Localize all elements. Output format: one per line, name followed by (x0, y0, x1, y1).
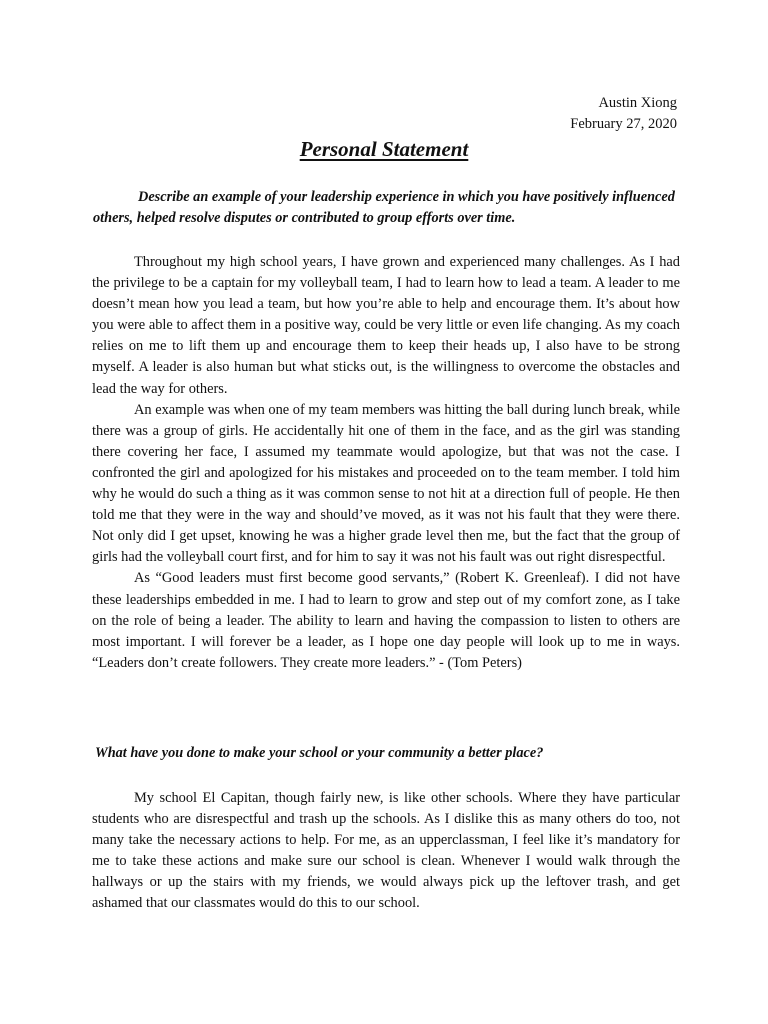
author-name: Austin Xiong (598, 95, 677, 111)
document-date: February 27, 2020 (570, 116, 677, 132)
essay-paragraph: My school El Capitan, though fairly new, is like other schools. Where they have particular students who are disrespectful and trash up the schools. As I dislike this as many others do too, not many take the necessary actions to help. For me, as an upperclassman, I feel like it’s mandatory for me to take these actions and make sure our school is clean. Whenever I would walk through the hallways or up the stairs with my friends, we would always pick up the leftover trash, and get ashamed that our classmates would do this to our school. (92, 790, 680, 912)
essay-paragraph: An example was when one of my team members was hitting the ball during lunch break, while there was a group of girls. He accidentally hit one of them in the face, and as the girl was standing there covering her face, I assumed my teammate would apologize, but that was not the case. I confronted the girl and apologized for his mistakes and proceeded on to the team member. I told him why he would do such a thing as it was common sense to not hit at a direction full of people. He then told me that they were in the way and should’ve moved, as it was not his fault that they were there. Not only did I get upset, knowing he was a higher grade level then me, but the fact that the group of girls had the volleyball court first, and for him to say it was not his fault was out right disrespectful. (92, 401, 680, 566)
document-header (570, 93, 677, 135)
essay-paragraph: Throughout my high school years, I have grown and experienced many challenges. As I had the privilege to be a captain for my volleyball team, I had to learn how to lead a team. A leader to me doesn’t mean how you lead a team, but how you’re able to help and encourage them. It’s about how you were able to affect them in a positive way, could be very little or even life changing. As my coach relies on me to lift them up and encourage them to keep their heads up, I also have to be strong myself. A leader is also human but what sticks out, is the willingness to overcome the obstacles and lead the way for others. (92, 254, 680, 397)
leadership-essay (92, 252, 680, 674)
essay-paragraph: As “Good leaders must first become good servants,” (Robert K. Greenleaf). I did not have these leaderships embedded in me. I had to learn to grow and step out of my comfort zone, as I take on the role of being a leader. The ability to learn and having the compassion to listen to others are most important. I will forever be a leader, as I hope one day people will look up to me in ways. “Leaders don’t create followers. They create more leaders.” - (Tom Peters) (92, 570, 680, 671)
page-title: Personal Statement (299, 137, 469, 161)
leadership-prompt: Describe an example of your leadership experience in which you have positively influenced others, helped resolve disputes or contributed to group efforts over time. (93, 189, 675, 226)
community-prompt: What have you done to make your school or your community a better place? (95, 745, 544, 761)
community-essay (92, 788, 680, 915)
